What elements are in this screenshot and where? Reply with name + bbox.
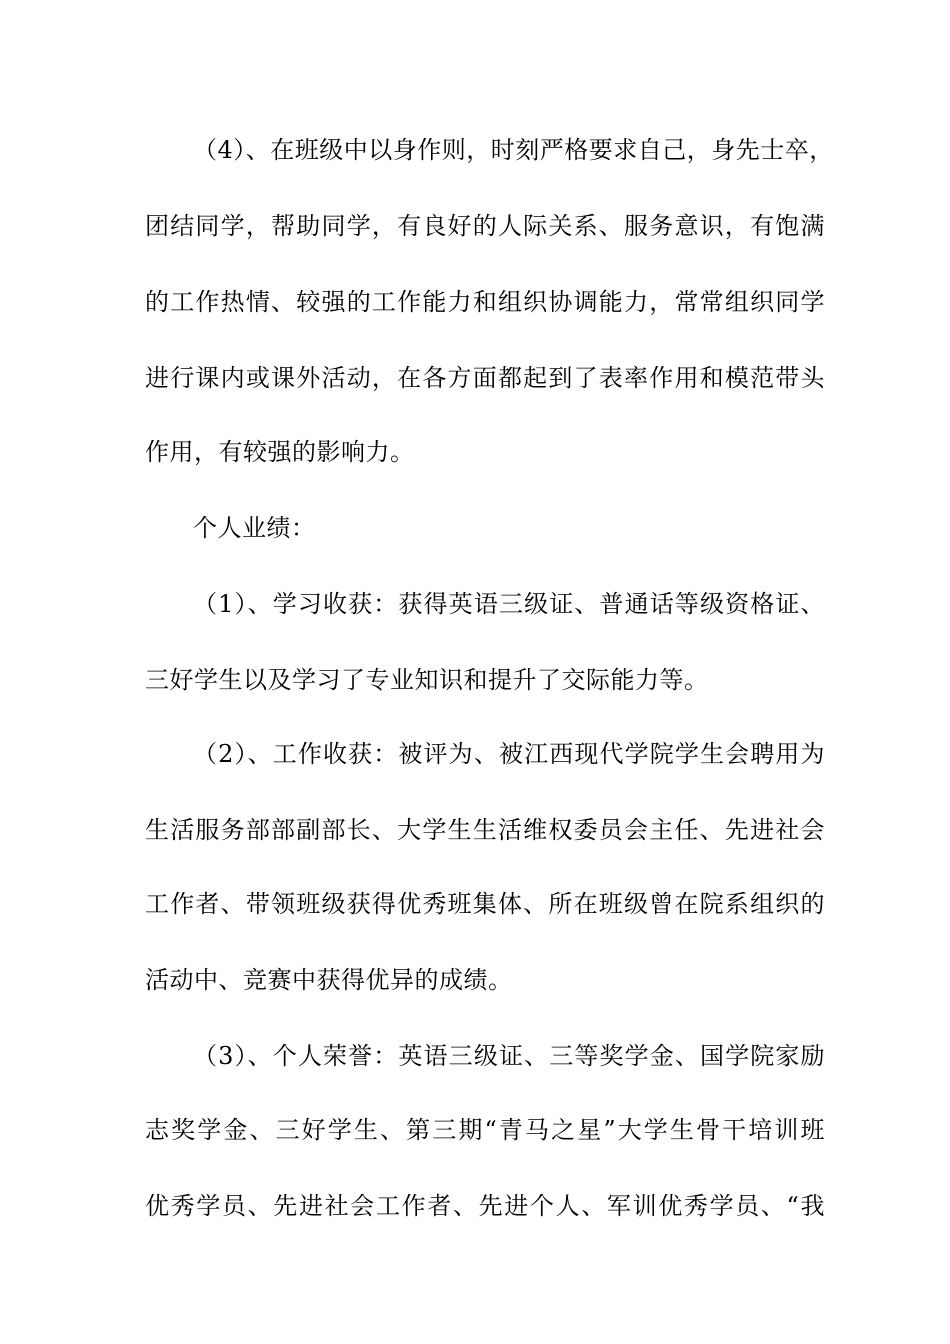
paragraph-line: 三好学生以及学习了专业知识和提升了交际能力等。 (145, 666, 709, 694)
paragraph-line: （4）、在班级中以身作则，时刻严格要求自己，身先士卒， (193, 136, 834, 164)
paragraph-line: 进行课内或课外活动，在各方面都起到了表率作用和模范带头 (145, 364, 825, 392)
paragraph-line: 生活服务部部副部长、大学生生活维权委员会主任、先进社会 (145, 816, 825, 844)
paragraph-line: （2）、工作收获：被评为、被江西现代学院学生会聘用为 (193, 740, 825, 768)
paragraph-line: 工作者、带领班级获得优秀班集体、所在班级曾在院系组织的 (145, 890, 825, 918)
paragraph-line: 活动中、竞赛中获得优异的成绩。 (145, 966, 513, 994)
paragraph-line: 团结同学，帮助同学，有良好的人际关系、服务意识，有饱满 (145, 212, 825, 240)
section-heading: 个人业绩： (193, 514, 316, 542)
paragraph-line: 作用，有较强的影响力。 (145, 438, 415, 466)
paragraph-line: （3）、个人荣誉：英语三级证、三等奖学金、国学院家励 (193, 1042, 825, 1070)
paragraph-line: 优秀学员、先进社会工作者、先进个人、军训优秀学员、“我 (145, 1192, 825, 1220)
paragraph-line: 志奖学金、三好学生、第三期“青马之星”大学生骨干培训班 (145, 1116, 825, 1144)
paragraph-line: 的工作热情、较强的工作能力和组织协调能力，常常组织同学 (145, 288, 825, 316)
paragraph-line: （1）、学习收获：获得英语三级证、普通话等级资格证、 (193, 590, 825, 618)
